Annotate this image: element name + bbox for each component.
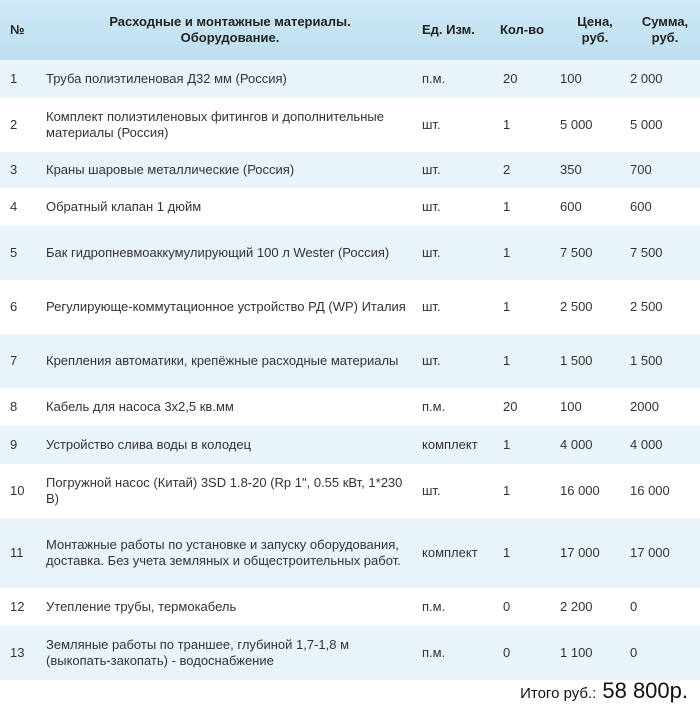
row-name: Комплект полиэтиленовых фитингов и дополнительные материалы (Россия) (46, 109, 384, 140)
header-num: № (10, 22, 25, 37)
row-unit: шт. (422, 199, 441, 214)
row-qty: 0 (503, 599, 511, 614)
row-price: 4 000 (560, 437, 593, 452)
row-unit: шт. (422, 483, 441, 498)
row-name: Бак гидропневмоаккумулирующий 100 л Wester (Россия) (46, 245, 390, 260)
row-qty: 1 (503, 199, 511, 214)
row-sum: 600 (630, 199, 652, 214)
row-unit: п.м. (422, 399, 446, 414)
row-sum: 0 (630, 599, 638, 614)
header-price-line2: руб. (581, 30, 609, 45)
row-num: 3 (10, 162, 18, 177)
row-qty: 1 (503, 545, 511, 560)
row-name: Краны шаровые металлические (Россия) (46, 162, 295, 177)
table-row (0, 152, 700, 188)
row-num: 1 (10, 71, 18, 86)
row-price: 100 (560, 71, 582, 86)
header-price-line1: Цена, (577, 14, 613, 29)
table-row (0, 588, 700, 626)
total (520, 678, 688, 708)
row-qty: 1 (503, 299, 511, 314)
table-row (0, 60, 700, 98)
table-row (0, 426, 700, 464)
row-unit: п.м. (422, 71, 446, 86)
row-qty: 20 (503, 399, 518, 414)
row-sum: 2 000 (630, 71, 663, 86)
row-sum: 700 (630, 162, 652, 177)
table-row (0, 464, 700, 518)
table-row (0, 334, 700, 388)
row-price: 100 (560, 399, 582, 414)
row-name: Утепление трубы, термокабель (46, 599, 237, 614)
row-num: 4 (10, 199, 18, 214)
row-unit: шт. (422, 245, 441, 260)
row-num: 8 (10, 399, 18, 414)
row-qty: 1 (503, 117, 511, 132)
row-name: Устройство слива воды в колодец (46, 437, 252, 452)
header-qty: Кол-во (500, 22, 544, 37)
row-sum: 2000 (630, 399, 659, 414)
row-sum: 17 000 (630, 545, 670, 560)
row-price: 17 000 (560, 545, 600, 560)
row-num: 9 (10, 437, 18, 452)
row-num: 7 (10, 353, 18, 368)
row-sum: 4 000 (630, 437, 663, 452)
row-qty: 20 (503, 71, 518, 86)
row-price: 7 500 (560, 245, 593, 260)
table-row (0, 518, 700, 588)
header-sum-line1: Сумма, (641, 14, 689, 29)
header-unit: Ед. Изм. (422, 22, 475, 37)
row-name: Монтажные работы по установке и запуску оборудования, доставка. Без учета земляных и общестроительных работ. (46, 537, 401, 568)
row-unit: комплект (422, 437, 478, 452)
row-num: 12 (10, 599, 25, 614)
header-name-line2: Оборудование. (180, 30, 280, 45)
row-unit: п.м. (422, 645, 446, 660)
total-value: 58 800р. (602, 678, 688, 703)
table-header (0, 0, 700, 60)
row-name: Регулирующе-коммутационное устройство РД (WP) Италия (46, 299, 406, 314)
row-qty: 1 (503, 437, 511, 452)
row-unit: комплект (422, 545, 478, 560)
row-sum: 0 (630, 645, 638, 660)
row-qty: 1 (503, 245, 511, 260)
row-price: 2 500 (560, 299, 593, 314)
row-sum: 1 500 (630, 353, 663, 368)
row-unit: шт. (422, 299, 441, 314)
table-row (0, 388, 700, 426)
row-qty: 1 (503, 483, 511, 498)
row-price: 1 100 (560, 645, 593, 660)
row-name: Кабель для насоса 3х2,5 кв.мм (46, 399, 234, 414)
row-price: 350 (560, 162, 582, 177)
table-body (0, 60, 700, 680)
row-num: 6 (10, 299, 18, 314)
row-price: 2 200 (560, 599, 593, 614)
header-sum-line2: руб. (651, 30, 679, 45)
row-unit: шт. (422, 353, 441, 368)
row-price: 600 (560, 199, 582, 214)
row-sum: 2 500 (630, 299, 663, 314)
row-num: 13 (10, 645, 25, 660)
row-qty: 1 (503, 353, 511, 368)
row-price: 1 500 (560, 353, 593, 368)
header-name-line1: Расходные и монтажные материалы. (109, 14, 351, 29)
row-name: Погружной насос (Китай) 3SD 1.8-20 (Rp 1", 0.55 кВт, 1*230 В) (46, 475, 403, 506)
row-unit: шт. (422, 162, 441, 177)
row-qty: 0 (503, 645, 511, 660)
row-unit: шт. (422, 117, 441, 132)
header-name (46, 14, 422, 46)
row-num: 5 (10, 245, 18, 260)
row-num: 11 (10, 545, 24, 560)
header-sum (630, 14, 700, 46)
row-qty: 2 (503, 162, 511, 177)
table-row (0, 98, 700, 152)
row-sum: 5 000 (630, 117, 663, 132)
row-name: Крепления автоматики, крепёжные расходные материалы (46, 353, 399, 368)
table-row (0, 226, 700, 280)
table-row (0, 188, 700, 226)
total-label: Итого руб.: (520, 685, 597, 702)
row-num: 2 (10, 117, 18, 132)
row-price: 5 000 (560, 117, 593, 132)
row-unit: п.м. (422, 599, 446, 614)
header-price (560, 14, 630, 46)
row-name: Труба полиэтиленовая Д32 мм (Россия) (46, 71, 287, 86)
row-sum: 16 000 (630, 483, 670, 498)
table-row (0, 626, 700, 680)
row-name: Обратный клапан 1 дюйм (46, 199, 202, 214)
row-price: 16 000 (560, 483, 600, 498)
row-sum: 7 500 (630, 245, 663, 260)
row-num: 10 (10, 483, 25, 498)
row-name: Земляные работы по траншее, глубиной 1,7-1,8 м (выкопать-закопать) - водоснабжение (46, 637, 350, 668)
table-row (0, 280, 700, 334)
